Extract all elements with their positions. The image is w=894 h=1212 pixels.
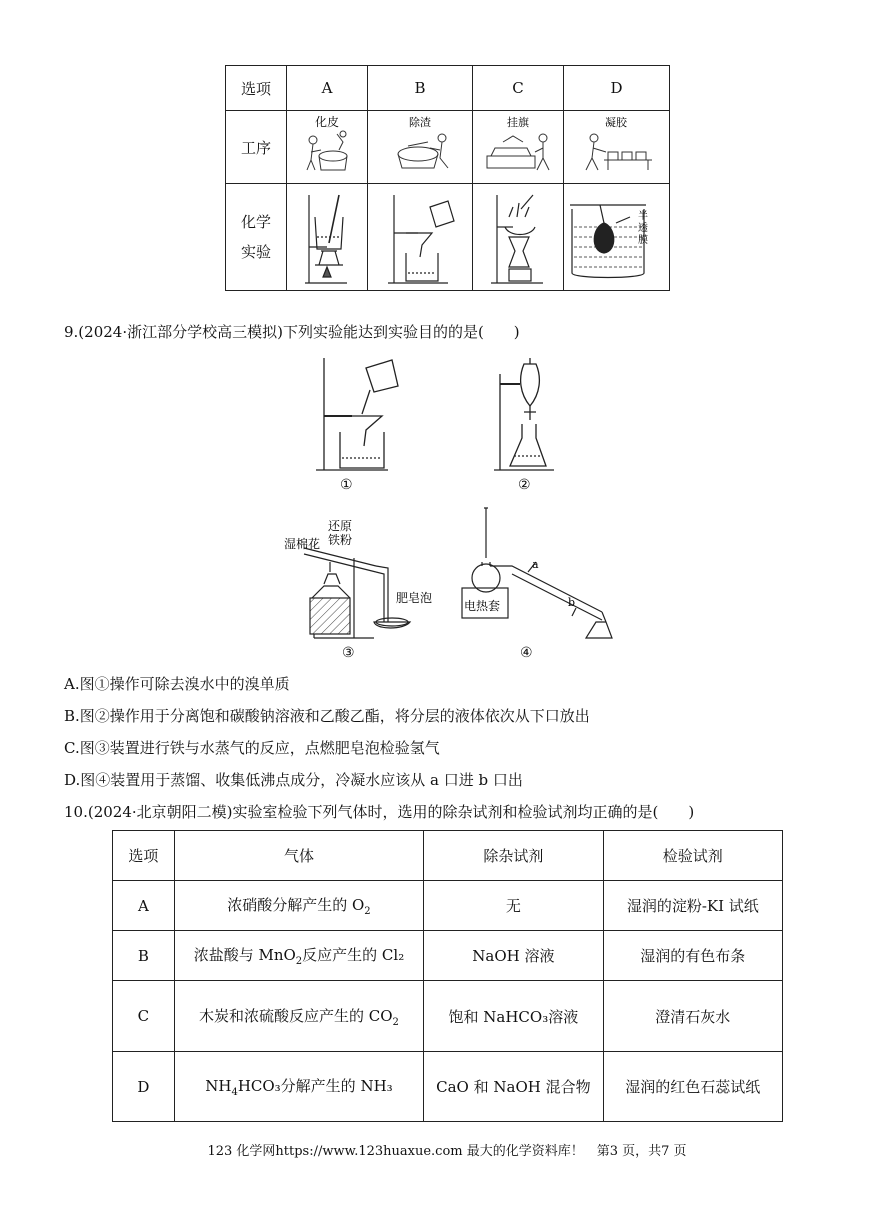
row-c-gas: 木炭和浓硫酸反应产生的 $CO_2$ — [174, 981, 423, 1052]
table-row — [113, 881, 783, 931]
label-heating-mantle: 电热套 — [464, 599, 501, 613]
figure-1-label: ① — [340, 477, 353, 493]
table-row — [113, 931, 783, 981]
question-9-option-d: D.图④装置用于蒸馏、收集低沸点成分，冷凝水应该从 a 口进 b 口出 — [64, 771, 523, 789]
worker-illustration-c — [487, 134, 549, 170]
label-reduced-iron-1: 还原 — [328, 519, 353, 533]
figure-1-filtration — [312, 354, 412, 474]
membrane-label-1: 半 — [638, 211, 648, 222]
page-footer: 123 化学网https://www.123huaxue.com 最大的化学资料库！ 第3 页，共7 页 — [207, 1144, 687, 1159]
process-caption-a: 化皮 — [314, 115, 340, 129]
experiment-c-evaporation — [473, 184, 564, 291]
row-a-test: 湿润的淀粉-KI 试纸 — [603, 881, 782, 931]
experiment-d-dialysis — [564, 184, 670, 291]
row-a-gas: 浓硝酸分解产生的 $O_2$ — [174, 881, 423, 931]
row-c-purify: 饱和 NaHCO₃溶液 — [424, 981, 604, 1052]
figure-2-label: ② — [518, 477, 531, 493]
question-10-stem: 10.(2024·北京朝阳二模)实验室检验下列气体时，选用的除杂试剂和检验试剂均正确的是( ) — [64, 803, 695, 821]
question-9-option-a: A.图①操作可除去溴水中的溴单质 — [64, 675, 290, 693]
question-9-option-b: B.图②操作用于分离饱和碳酸钠溶液和乙酸乙酯，将分层的液体依次从下口放出 — [64, 707, 590, 725]
figure-2-separatory-funnel — [492, 354, 562, 474]
row-process-label: 工序 — [226, 111, 287, 184]
worker-illustration-b — [398, 134, 448, 168]
experiment-b-filtration — [368, 184, 473, 291]
process-d — [564, 111, 670, 184]
membrane-label-3: 膜 — [638, 235, 648, 246]
figure-3-iron-steam — [284, 518, 454, 642]
figure-4-distillation — [456, 504, 616, 642]
process-b — [368, 111, 473, 184]
row-c-option: C — [113, 981, 175, 1052]
process-table — [225, 65, 670, 291]
row-b-gas: 浓盐酸与 MnO$_2$反应产生的 Cl₂ — [174, 931, 423, 981]
label-inlet-b: b — [568, 596, 576, 609]
q10-header-gas: 气体 — [174, 831, 423, 881]
row-a-option: A — [113, 881, 175, 931]
row-experiment-label: 化学 实验 — [226, 184, 287, 291]
header-d: D — [564, 66, 670, 111]
row-b-test: 湿润的有色布条 — [603, 931, 782, 981]
figure-3-label: ③ — [342, 645, 355, 661]
process-caption-b: 除渣 — [409, 116, 431, 129]
label-soap-bubble: 肥皂泡 — [396, 591, 433, 605]
process-c — [473, 111, 564, 184]
header-a: A — [287, 66, 368, 111]
table-row — [113, 981, 783, 1052]
header-c: C — [473, 66, 564, 111]
header-option: 选项 — [226, 66, 287, 111]
row-a-purify: 无 — [424, 881, 604, 931]
row-c-test: 澄清石灰水 — [603, 981, 782, 1052]
row-b-purify: NaOH 溶液 — [424, 931, 604, 981]
q10-header-purify: 除杂试剂 — [424, 831, 604, 881]
header-b: B — [368, 66, 473, 111]
q10-header-option: 选项 — [113, 831, 175, 881]
label-wet-cotton: 湿棉花 — [284, 537, 321, 551]
question-9-option-c: C.图③装置进行铁与水蒸气的反应，点燃肥皂泡检验氢气 — [64, 739, 440, 757]
worker-illustration-a — [307, 131, 347, 170]
membrane-label-2: 透 — [638, 223, 648, 234]
experiment-a-heating — [287, 184, 368, 291]
row-d-gas: $NH_4HCO_3$分解产生的 NH₃ — [174, 1052, 423, 1122]
gas-test-table — [112, 830, 783, 1122]
question-9-stem: 9.(2024·浙江部分学校高三模拟)下列实验能达到实验目的的是( ) — [64, 323, 520, 341]
q10-header-test: 检验试剂 — [603, 831, 782, 881]
label-inlet-a: a — [532, 558, 539, 571]
row-d-purify: CaO 和 NaOH 混合物 — [424, 1052, 604, 1122]
row-b-option: B — [113, 931, 175, 981]
worker-illustration-d — [586, 134, 652, 170]
process-caption-d: 凝胶 — [605, 116, 627, 129]
row-d-test: 湿润的红色石蕊试纸 — [603, 1052, 782, 1122]
figure-4-label: ④ — [520, 645, 533, 661]
process-a — [287, 111, 368, 184]
process-caption-c: 挂旗 — [507, 116, 529, 129]
row-d-option: D — [113, 1052, 175, 1122]
label-reduced-iron-2: 铁粉 — [328, 533, 353, 547]
table-row — [113, 1052, 783, 1122]
